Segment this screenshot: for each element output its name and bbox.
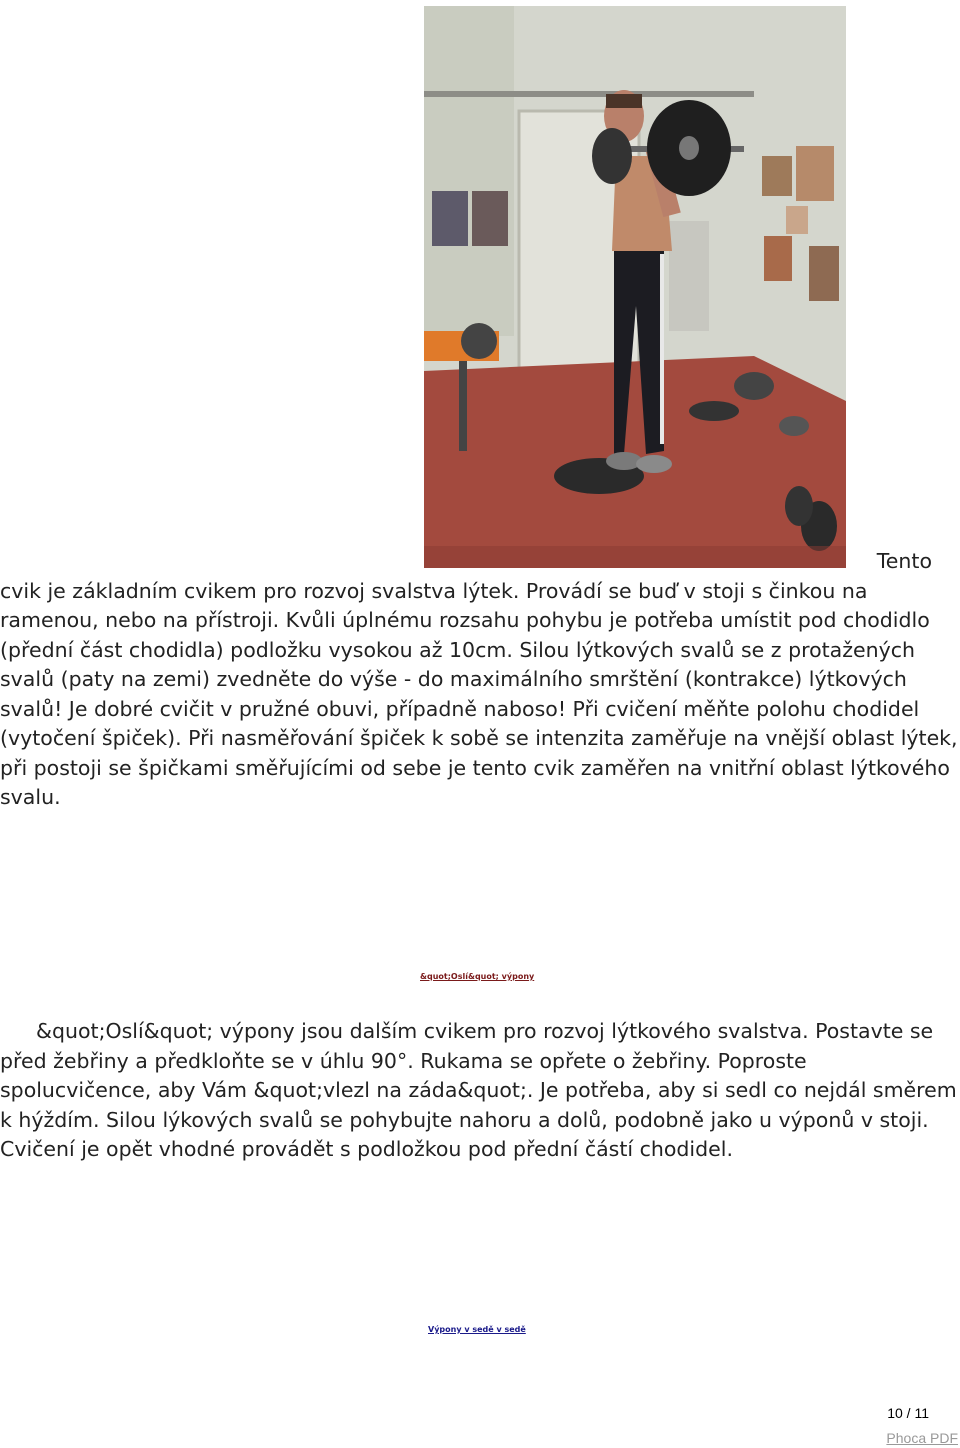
exercise-photo [424,6,846,568]
phoca-pdf-link[interactable]: Phoca PDF [886,1430,958,1446]
section1-paragraph [0,547,960,813]
vypony-v-sede-link[interactable]: Výpony v sedě v sedě [428,1325,526,1334]
osli-vypony-link[interactable]: &quot;Oslí&quot; výpony [420,972,535,981]
section1-first-word: Tento [876,549,932,573]
page-number: 10 / 11 [887,1405,929,1421]
section1-body: cvik je základním cvikem pro rozvoj svalstva lýtek. Provádí se buď v stoji s činkou na ramenou, nebo na přístroji. Kvůli úplnému rozsahu pohybu je potřeba umístit pod chodidlo (přední část chodidla) podložku vysokou až 10cm. Silou lýtkových svalů se z protažených svalů (paty na zemi) zvedněte do výše - do maximálního smrštění (kontrakce) lýtkových svalů! Je dobré cvičit v pružné obuvi, případně naboso! Při cvičení měňte polohu chodidel (vytočení špiček). Při nasměřování špiček k sobě se intenzita zaměřuje na vnější oblast lýtek, při postoji se špičkami směřujícími od sebe je tento cvik zaměřen na vnitřní oblast lýtkového svalu. [0,578,958,809]
section2-paragraph: &quot;Oslí&quot; výpony jsou dalším cvikem pro rozvoj lýtkového svalstva. Postavte se před žebřiny a předkloňte se v úhlu 90°. Rukama se opřete o žebřiny. Poproste spolucvičence, aby Vám &quot;vlezl na záda&quot;. Je potřeba, aby si sedl co nejdál směrem k hýždím. Silou lýkových svalů se pohybujte nahoru a dolů, podobně jako u výponů v stoji. Cvičení je opět vhodné provádět s podložkou pod přední částí chodidel. [0,1019,957,1161]
